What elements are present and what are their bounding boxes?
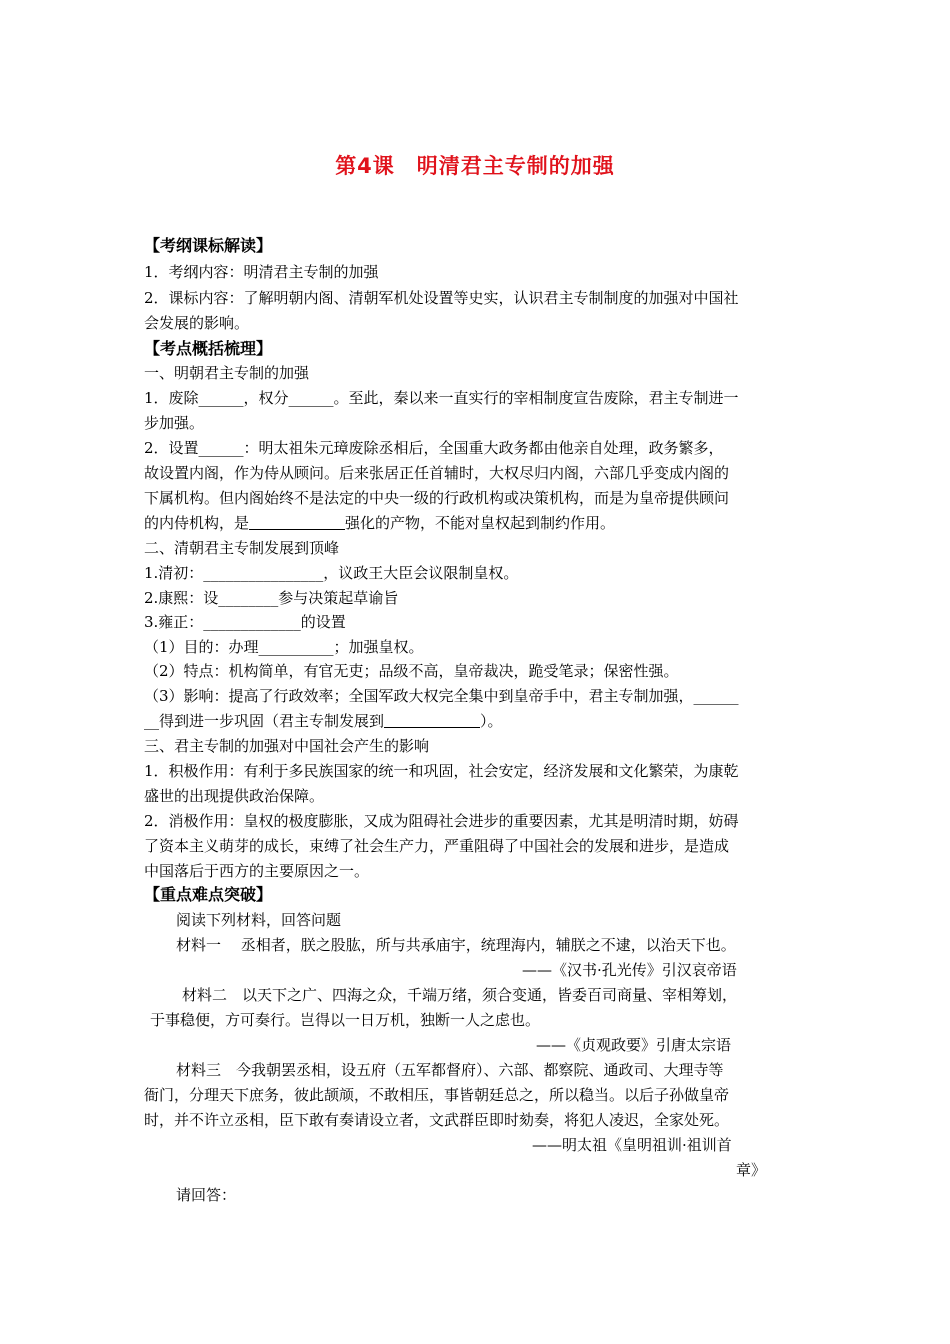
section-header-review: 【考点概括梳理】: [144, 339, 273, 358]
qing-point-3: 3.雍正：_____________的设置: [144, 613, 346, 631]
answer-prompt: 请回答：: [176, 1186, 237, 1204]
material-1-source: ——《汉书·孔光传》引汉哀帝语: [522, 961, 737, 979]
impact-negative-a: 2．消极作用：皇权的极度膨胀，又成为阻碍社会进步的重要因素，尤其是明清时期，妨碍: [144, 812, 739, 830]
qing-impact-b-pre: __得到进一步巩固（君主专制发展到: [144, 712, 385, 730]
heading-impact: 三、君主专制的加强对中国社会产生的影响: [144, 737, 430, 755]
qing-point-1: 1.清初：________________，议政王大臣会议限制皇权。: [144, 564, 519, 582]
ming-point-1b: 步加强。: [144, 414, 205, 432]
ming-point-1a: 1．废除______，权分______。至此，秦以来一直实行的宰相制度宣告废除，君主专制进一: [144, 389, 739, 407]
qing-impact-b-post: ）。: [480, 712, 503, 730]
qing-purpose: （1）目的：办理__________；加强皇权。: [144, 638, 424, 656]
syllabus-line-1: 1．考纲内容：明清君主专制的加强: [144, 263, 379, 281]
ming-point-2d-post: 强化的产物，不能对皇权起到制约作用。: [345, 514, 616, 532]
heading-qing: 二、清朝君主专制发展到顶峰: [144, 539, 340, 557]
lesson-title: 第4课 明清君主专制的加强: [335, 154, 615, 178]
section-header-key-points: 【重点难点突破】: [144, 885, 273, 904]
material-3-source-1: ——明太祖《皇明祖训·祖训首: [532, 1136, 732, 1154]
material-2-source: ——《贞观政要》引唐太宗语: [536, 1036, 732, 1054]
ming-point-2d-pre: 的内侍机构，是: [144, 514, 250, 532]
blank-line: [249, 513, 345, 530]
material-3c: 时，并不许立丞相，臣下敢有奏请设立者，文武群臣即时劾奏，将犯人凌迟，全家处死。: [144, 1111, 730, 1129]
ming-point-2b: 故设置内阁，作为侍从顾问。后来张居正任首辅时，大权尽归内阁，六部几乎变成内阁的: [144, 464, 730, 482]
qing-impact-a: （3）影响：提高了行政效率；全国军政大权完全集中到皇帝手中，君主专制加强，______: [144, 687, 739, 705]
qing-point-2: 2.康熙：设________参与决策起草谕旨: [144, 589, 399, 607]
blank-line: [384, 711, 480, 728]
material-2a: 材料二 以天下之广、四海之众，千端万绪，须合变通，皆委百司商量、宰相筹划，: [182, 986, 738, 1004]
reading-instruction: 阅读下列材料，回答问题: [176, 911, 342, 929]
impact-positive-a: 1．积极作用：有利于多民族国家的统一和巩固，社会安定，经济发展和文化繁荣，为康乾: [144, 762, 739, 780]
material-3-source-2: 章》: [736, 1161, 767, 1179]
syllabus-line-2b: 会发展的影响。: [144, 314, 250, 332]
impact-negative-c: 中国落后于西方的主要原因之一。: [144, 862, 370, 880]
material-3a: 材料三 今我朝罢丞相，设五府（五军都督府）、六部、都察院、通政司、大理寺等: [176, 1061, 724, 1079]
heading-ming: 一、明朝君主专制的加强: [144, 364, 310, 382]
qing-impact-b: [144, 711, 503, 731]
material-3b: 衙门，分理天下庶务，彼此颉颃，不敢相压，事皆朝廷总之，所以稳当。以后子孙做皇帝: [144, 1086, 730, 1104]
syllabus-line-2a: 2．课标内容：了解明朝内阁、清朝军机处设置等史实，认识君主专制制度的加强对中国社: [144, 289, 739, 307]
section-header-syllabus: 【考纲课标解读】: [144, 236, 273, 255]
material-1: 材料一 丞相者，朕之股肱，所与共承庙宇，统理海内，辅朕之不逮，以治天下也。: [176, 936, 736, 954]
ming-point-2a: 2．设置______：明太祖朱元璋废除丞相后，全国重大政务都由他亲自处理，政务繁多，: [144, 439, 724, 457]
ming-point-2d: [144, 513, 615, 533]
qing-features: （2）特点：机构简单，有官无吏；品级不高，皇帝裁决，跪受笔录；保密性强。: [144, 662, 679, 680]
impact-positive-b: 盛世的出现提供政治保障。: [144, 787, 325, 805]
impact-negative-b: 了资本主义萌芽的成长，束缚了社会生产力，严重阻碍了中国社会的发展和进步，是造成: [144, 837, 730, 855]
material-2b: 于事稳便，方可奏行。岂得以一日万机，独断一人之虑也。: [150, 1011, 541, 1029]
ming-point-2c: 下属机构。但内阁始终不是法定的中央一级的行政机构或决策机构，而是为皇帝提供顾问: [144, 489, 730, 507]
